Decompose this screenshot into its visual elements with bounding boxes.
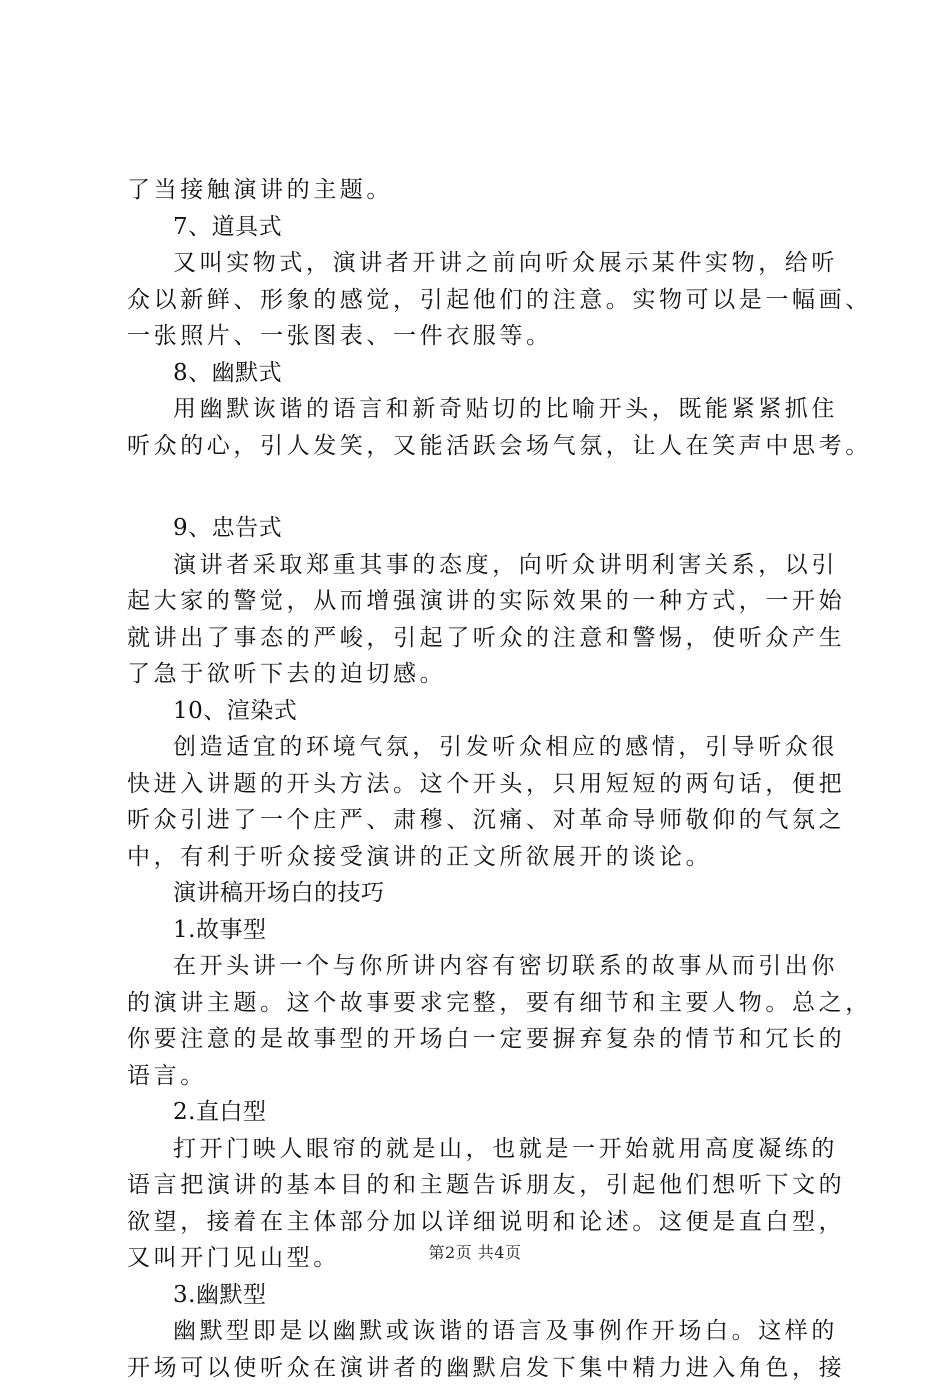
text-line: 8、幽默式 [127, 355, 840, 392]
text-line: 在开头讲一个与你所讲内容有密切联系的故事从而引出你 [127, 948, 840, 985]
text-line: 起大家的警觉，从而增强演讲的实际效果的一种方式，一开始 [127, 583, 840, 620]
text-line: 又叫开门见山型。 [127, 1240, 840, 1277]
text-line: 幽默型即是以幽默或诙谐的语言及事例作开场白。这样的 [127, 1313, 840, 1350]
text-line: 的演讲主题。这个故事要求完整，要有细节和主要人物。总之， [127, 985, 840, 1022]
text-line: 欲望，接着在主体部分加以详细说明和论述。这便是直白型， [127, 1204, 840, 1241]
text-line: 你要注意的是故事型的开场白一定要摒弃复杂的情节和冗长的 [127, 1021, 840, 1058]
text-line: 用幽默诙谐的语言和新奇贴切的比喻开头，既能紧紧抓住 [127, 391, 840, 428]
text-line: 7、道具式 [127, 209, 840, 246]
text-line: 3.幽默型 [127, 1277, 840, 1314]
text-line: 创造适宜的环境气氛，引发听众相应的感情，引导听众很 [127, 729, 840, 766]
text-line: 快进入讲题的开头方法。这个开头，只用短短的两句话，便把 [127, 766, 840, 803]
text-line: 打开门映人眼帘的就是山，也就是一开始就用高度凝练的 [127, 1131, 840, 1168]
text-line: 演讲稿开场白的技巧 [127, 875, 840, 912]
text-line: 2.直白型 [127, 1094, 840, 1131]
text-line: 中，有利于听众接受演讲的正文所欲展开的谈论。 [127, 839, 840, 876]
text-line: 演讲者采取郑重其事的态度，向听众讲明利害关系，以引 [127, 547, 840, 584]
document-body [127, 172, 840, 1386]
text-line: 10、渲染式 [127, 693, 840, 730]
paragraph-gap [127, 464, 840, 510]
text-line: 1.故事型 [127, 912, 840, 949]
text-line: 语言。 [127, 1058, 840, 1095]
text-line: 语言把演讲的基本目的和主题告诉朋友，引起他们想听下文的 [127, 1167, 840, 1204]
text-line: 众以新鲜、形象的感觉，引起他们的注意。实物可以是一幅画、 [127, 282, 840, 319]
text-line: 开场可以使听众在演讲者的幽默启发下集中精力进入角色，接 [127, 1350, 840, 1386]
text-line: 了急于欲听下去的迫切感。 [127, 656, 840, 693]
text-line: 了当接触演讲的主题。 [127, 172, 840, 209]
page-footer: 第2页 共4页 [0, 1243, 950, 1263]
text-line: 听众引进了一个庄严、肃穆、沉痛、对革命导师敬仰的气氛之 [127, 802, 840, 839]
text-block-speech-openings-part1 [127, 172, 840, 464]
text-line: 听众的心，引人发笑，又能活跃会场气氛，让人在笑声中思考。 [127, 428, 840, 465]
text-line: 一张照片、一张图表、一件衣服等。 [127, 318, 840, 355]
text-line: 就讲出了事态的严峻，引起了听众的注意和警惕，使听众产生 [127, 620, 840, 657]
text-line: 又叫实物式，演讲者开讲之前向听众展示某件实物，给听 [127, 245, 840, 282]
text-line: 9、忠告式 [127, 510, 840, 547]
